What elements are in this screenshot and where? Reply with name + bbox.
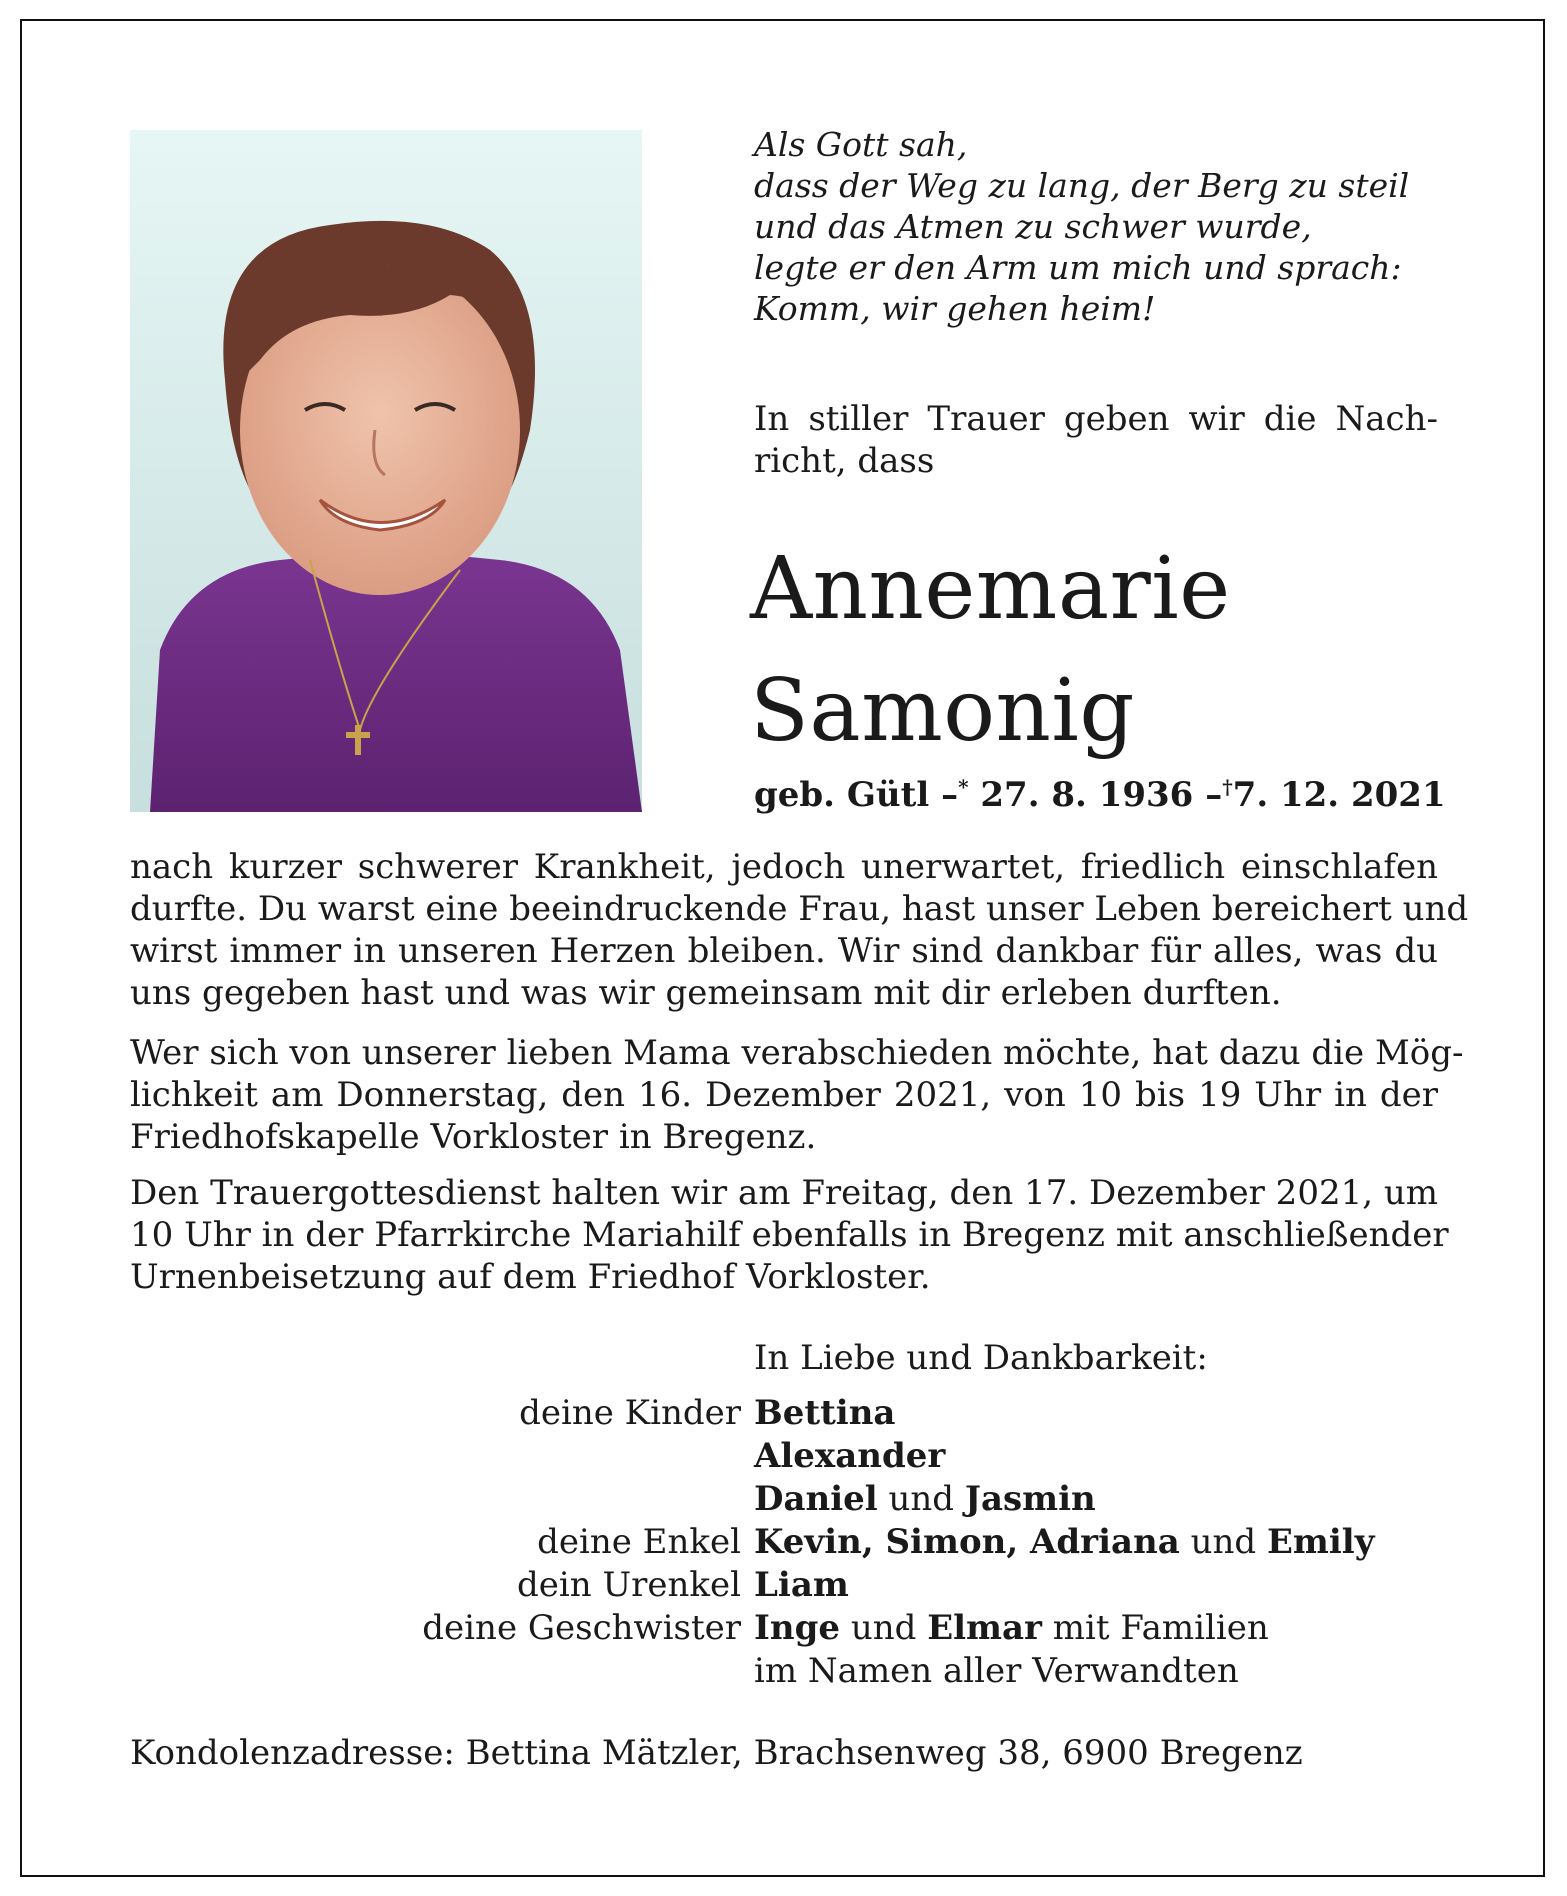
born-date: 27. 8. 1936 (980, 775, 1194, 815)
grandchildren-names: Kevin, Simon, Adriana (754, 1522, 1180, 1562)
siblings-label: deine Geschwister (422, 1608, 741, 1648)
died-symbol: † (1222, 775, 1233, 799)
text-line: nach kurzer schwerer Krankheit, jedoch unerwartet, friedlich einschlafen (130, 847, 1438, 887)
born-symbol: * (958, 775, 969, 799)
text-line: Urnenbeisetzung auf dem Friedhof Vorkloster. (130, 1257, 931, 1297)
children-label: deine Kinder (519, 1393, 741, 1433)
verse-line: dass der Weg zu lang, der Berg zu steil (754, 166, 1410, 205)
great-grandchild-label: dein Urenkel (517, 1565, 741, 1605)
intro-line: richt, dass (754, 441, 935, 481)
first-name: Annemarie (750, 539, 1231, 639)
great-grandchild-name: Liam (754, 1565, 849, 1605)
text-line: lichkeit am Donnerstag, den 16. Dezember 2021, von 10 bis 19 Uhr in der (130, 1075, 1438, 1115)
text-line: durfte. Du warst eine beeindruckende Frau, hast unser Leben bereichert und (130, 889, 1469, 929)
poem-verse (754, 124, 1409, 329)
condolence-address: Kondolenzadresse: Bettina Mätzler, Brachsenweg 38, 6900 Bregenz (130, 1733, 1303, 1773)
paragraph-3 (130, 1172, 1449, 1298)
siblings-suffix: mit Familien (1052, 1608, 1269, 1648)
verse-line: und das Atmen zu schwer wurde, (754, 207, 1312, 246)
sibling-name: Inge (754, 1608, 841, 1648)
paragraph-1 (130, 846, 1469, 1014)
und-word: und (888, 1479, 955, 1519)
grandchild-name: Emily (1266, 1522, 1375, 1562)
closing-line: im Namen aller Verwandten (754, 1651, 1239, 1691)
partner-name: Jasmin (964, 1479, 1096, 1519)
sibling-name: Elmar (927, 1608, 1042, 1648)
died-date: 7. 12. 2021 (1232, 775, 1446, 815)
last-name: Samonig (750, 661, 1135, 761)
child-name: Bettina (754, 1393, 896, 1433)
text-line: wirst immer in unseren Herzen bleiben. Wir sind dankbar für alles, was du (130, 931, 1438, 971)
grandchildren-label: deine Enkel (537, 1522, 741, 1562)
life-dates (754, 775, 1446, 815)
paragraph-2 (130, 1032, 1464, 1158)
child-name: Daniel (754, 1479, 878, 1519)
born-name: geb. Gütl (754, 775, 930, 815)
und-word: und (1190, 1522, 1257, 1562)
text-line: 10 Uhr in der Pfarrkirche Mariahilf ebenfalls in Bregenz mit anschließender (130, 1215, 1449, 1255)
text-line: Den Trauergottesdienst halten wir am Freitag, den 17. Dezember 2021, um (130, 1173, 1438, 1213)
text-line: Wer sich von unserer lieben Mama verabschieden möchte, hat dazu die Mög- (130, 1033, 1464, 1073)
deceased-name (750, 528, 1231, 772)
intro-line: In stiller Trauer geben wir die Nach- (754, 399, 1438, 439)
verse-line: Komm, wir gehen heim! (754, 289, 1156, 328)
portrait-photo (130, 130, 642, 812)
und-word: und (850, 1608, 917, 1648)
verse-line: Als Gott sah, (754, 125, 968, 164)
text-line: Friedhofskapelle Vorkloster in Bregenz. (130, 1117, 817, 1157)
verse-line: legte er den Arm um mich und sprach: (754, 248, 1402, 287)
signature-heading: In Liebe und Dankbarkeit: (754, 1338, 1208, 1378)
dash: – (941, 775, 959, 815)
dash: – (1205, 775, 1223, 815)
intro-text (754, 398, 1438, 482)
text-line: uns gegeben hast und was wir gemeinsam mit dir erleben durften. (130, 973, 1282, 1013)
portrait-illustration (130, 130, 642, 812)
child-name: Alexander (754, 1436, 946, 1476)
